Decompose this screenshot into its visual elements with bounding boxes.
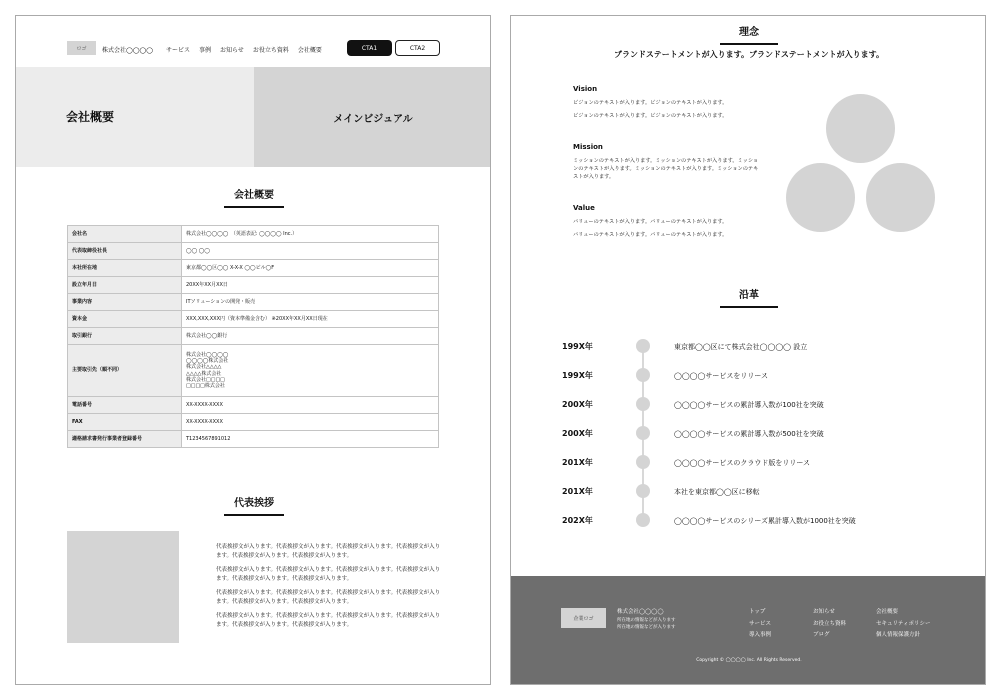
greeting-message bbox=[216, 543, 441, 635]
row-label: 事業内容 bbox=[68, 294, 182, 311]
timeline-dot bbox=[636, 513, 650, 527]
representative-photo bbox=[67, 531, 179, 643]
table-row bbox=[68, 397, 439, 414]
philosophy-circle-right bbox=[866, 163, 935, 232]
row-value bbox=[182, 345, 439, 397]
greeting-paragraph: 代表挨拶文が入ります。代表挨拶文が入ります。代表挨拶文が入ります。代表挨拶文が入ります。代表挨拶文が入ります。代表挨拶文が入ります。 bbox=[216, 590, 441, 605]
timeline-text: ◯◯◯◯サービスの累計導入数が500社を突破 bbox=[674, 430, 824, 438]
client-item: 株式会社△△△△ bbox=[186, 364, 222, 371]
table-row bbox=[68, 328, 439, 345]
philosophy-heading-text: 理念 bbox=[739, 27, 759, 38]
heading-underline bbox=[224, 206, 284, 208]
row-label: 主要取引先（順不同） bbox=[68, 345, 182, 397]
footer-link-news[interactable]: お知らせ bbox=[813, 609, 835, 615]
timeline-text: ◯◯◯◯サービスをリリース bbox=[674, 372, 768, 380]
footer-copyright: Copyright © ◯◯◯◯ Inc. All Rights Reserved. bbox=[696, 658, 802, 663]
footer-link-privacy[interactable]: 個人情報保護方針 bbox=[876, 632, 921, 639]
timeline-year: 202X年 bbox=[562, 516, 593, 525]
row-value: 東京都◯◯区◯◯ X-X-X ◯◯ビル◯F bbox=[182, 260, 439, 277]
vision-title: Vision bbox=[573, 85, 598, 93]
vision-text: ビジョンのテキストが入ります。ビジョンのテキストが入ります。 bbox=[573, 113, 728, 120]
table-row bbox=[68, 243, 439, 260]
heading-underline bbox=[224, 514, 284, 516]
footer-link-company[interactable]: 会社概要 bbox=[876, 609, 899, 615]
table-row bbox=[68, 345, 439, 397]
timeline-item bbox=[511, 368, 986, 382]
nav-resources[interactable]: お役立ち資料 bbox=[252, 47, 289, 54]
timeline-text: ◯◯◯◯サービスの累計導入数が100社を突破 bbox=[674, 401, 824, 409]
timeline-item bbox=[511, 339, 986, 353]
greeting-paragraph: 代表挨拶文が入ります。代表挨拶文が入ります。代表挨拶文が入ります。代表挨拶文が入ります。代表挨拶文が入ります。代表挨拶文が入ります。 bbox=[216, 613, 441, 628]
global-nav bbox=[166, 45, 322, 54]
brand-statement: ブランドステートメントが入ります。ブランドステートメントが入ります。 bbox=[613, 50, 885, 59]
history-heading-text: 沿革 bbox=[739, 290, 759, 301]
row-value: ◯◯ ◯◯ bbox=[182, 243, 439, 260]
footer-link-top[interactable]: トップ bbox=[749, 609, 766, 615]
client-item: 株式会社◯◯◯◯ bbox=[186, 351, 229, 358]
footer-address-line: 所在地の情報などが入ります bbox=[617, 618, 676, 623]
timeline-dot bbox=[636, 426, 650, 440]
timeline-text: 本社を東京都◯◯区に移転 bbox=[674, 488, 760, 496]
row-label: FAX bbox=[68, 414, 182, 431]
history-heading bbox=[709, 286, 789, 308]
value-block bbox=[573, 204, 763, 244]
timeline-year: 200X年 bbox=[562, 429, 593, 438]
client-item: △△△△株式会社 bbox=[186, 370, 222, 377]
company-info-table bbox=[67, 225, 439, 448]
footer-link-security[interactable]: セキュリティポリシー bbox=[876, 620, 931, 627]
timeline-year: 199X年 bbox=[562, 342, 593, 351]
table-row bbox=[68, 277, 439, 294]
timeline-item bbox=[511, 513, 986, 527]
footer-link-resources[interactable]: お役立ち資料 bbox=[813, 620, 847, 627]
overview-heading bbox=[194, 186, 314, 208]
philosophy-circle-left bbox=[786, 163, 855, 232]
timeline-text: ◯◯◯◯サービスのクラウド版をリリース bbox=[674, 459, 810, 467]
philosophy-circle-top bbox=[826, 94, 895, 163]
table-row bbox=[68, 431, 439, 448]
table-row bbox=[68, 414, 439, 431]
timeline-item bbox=[511, 484, 986, 498]
mission-block bbox=[573, 143, 763, 186]
footer-col-2 bbox=[813, 607, 846, 642]
row-label: 設立年月日 bbox=[68, 277, 182, 294]
nav-service[interactable]: サービス bbox=[166, 47, 191, 54]
value-title: Value bbox=[573, 204, 595, 212]
hero-title: 会社概要 bbox=[66, 110, 115, 124]
row-value: 20XX年XX月XX日 bbox=[182, 277, 439, 294]
timeline-year: 201X年 bbox=[562, 487, 593, 496]
heading-underline bbox=[720, 306, 778, 308]
table-row bbox=[68, 226, 439, 243]
timeline-dot bbox=[636, 339, 650, 353]
table-row bbox=[68, 311, 439, 328]
vision-text: ビジョンのテキストが入ります。ビジョンのテキストが入ります。 bbox=[573, 100, 728, 106]
hero-left bbox=[16, 67, 254, 167]
table-row bbox=[68, 294, 439, 311]
company-page-left bbox=[15, 15, 491, 685]
footer-company-name: 株式会社◯◯◯◯ bbox=[617, 609, 664, 615]
footer-link-cases[interactable]: 導入事例 bbox=[749, 632, 772, 639]
client-item: 株式会社□□□□ bbox=[186, 376, 225, 383]
vision-block bbox=[573, 85, 763, 125]
nav-news[interactable]: お知らせ bbox=[220, 47, 244, 54]
footer-logo[interactable]: 企業ロゴ bbox=[561, 608, 606, 628]
row-value: 株式会社◯◯◯◯ （英語表記: ◯◯◯◯ Inc.） bbox=[182, 226, 439, 243]
footer-col-3 bbox=[876, 607, 930, 642]
row-value: T1234567891012 bbox=[182, 431, 439, 448]
timeline-year: 200X年 bbox=[562, 400, 593, 409]
nav-company[interactable]: 会社概要 bbox=[297, 47, 322, 54]
row-label: 電話番号 bbox=[68, 397, 182, 414]
heading-underline bbox=[720, 43, 778, 45]
timeline-text: 東京都◯◯区にて株式会社◯◯◯◯ 設立 bbox=[674, 343, 808, 351]
mission-title: Mission bbox=[573, 143, 603, 151]
site-footer bbox=[511, 576, 986, 685]
main-visual: メインビジュアル bbox=[254, 67, 491, 167]
footer-link-service[interactable]: サービス bbox=[749, 620, 772, 627]
overview-heading-text: 会社概要 bbox=[234, 190, 274, 201]
row-label: 取引銀行 bbox=[68, 328, 182, 345]
row-value: ITソリューションの開発・販売 bbox=[182, 294, 439, 311]
mission-text: ミッションのテキストが入ります。ミッションのテキストが入ります。ミッションのテキストが入ります。ミッションのテキストが入ります。ミッションのテキストが入ります。 bbox=[573, 158, 759, 181]
timeline-dot bbox=[636, 455, 650, 469]
timeline-dot bbox=[636, 397, 650, 411]
row-value: XXX,XXX,XXX円（資本準備金含む） ※20XX年XX月XX日現在 bbox=[182, 311, 439, 328]
row-label: 資本金 bbox=[68, 311, 182, 328]
timeline-dot bbox=[636, 484, 650, 498]
footer-address bbox=[617, 618, 676, 632]
footer-col-1 bbox=[749, 607, 771, 642]
greeting-heading-text: 代表挨拶 bbox=[234, 498, 274, 509]
timeline-item bbox=[511, 397, 986, 411]
header-logo[interactable]: ロゴ bbox=[67, 41, 96, 55]
timeline-dot bbox=[636, 368, 650, 382]
nav-cases[interactable]: 事例 bbox=[199, 47, 212, 54]
cta1-button[interactable]: CTA1 bbox=[347, 40, 392, 56]
footer-link-blog[interactable]: ブログ bbox=[813, 632, 830, 639]
row-value: 株式会社◯◯銀行 bbox=[182, 328, 439, 345]
greeting-heading bbox=[194, 494, 314, 516]
row-value: XX-XXXX-XXXX bbox=[182, 414, 439, 431]
row-value: XX-XXXX-XXXX bbox=[182, 397, 439, 414]
timeline-year: 201X年 bbox=[562, 458, 593, 467]
row-label: 適格請求書発行事業者登録番号 bbox=[68, 431, 182, 448]
company-page-right bbox=[510, 15, 986, 685]
timeline-item bbox=[511, 455, 986, 469]
client-item: ◯◯◯◯株式会社 bbox=[186, 358, 229, 364]
value-text: バリューのテキストが入ります。バリューのテキストが入ります。 bbox=[573, 219, 728, 225]
value-text: バリューのテキストが入ります。バリューのテキストが入ります。 bbox=[573, 232, 728, 239]
greeting-paragraph: 代表挨拶文が入ります。代表挨拶文が入ります。代表挨拶文が入ります。代表挨拶文が入ります。代表挨拶文が入ります。代表挨拶文が入ります。 bbox=[216, 544, 441, 559]
row-label: 会社名 bbox=[68, 226, 182, 243]
client-item: □□□□株式会社 bbox=[186, 383, 225, 389]
table-row bbox=[68, 260, 439, 277]
row-label: 本社所在地 bbox=[68, 260, 182, 277]
timeline-year: 199X年 bbox=[562, 371, 593, 380]
cta2-button[interactable]: CTA2 bbox=[395, 40, 440, 56]
header-company-name: 株式会社◯◯◯◯ bbox=[102, 47, 153, 54]
row-label: 代表取締役社長 bbox=[68, 243, 182, 260]
timeline-text: ◯◯◯◯サービスのシリーズ累計導入数が1000社を突破 bbox=[674, 517, 856, 525]
footer-address-line: 所在地の情報などが入ります bbox=[617, 624, 676, 630]
timeline-item bbox=[511, 426, 986, 440]
greeting-paragraph: 代表挨拶文が入ります。代表挨拶文が入ります。代表挨拶文が入ります。代表挨拶文が入ります。代表挨拶文が入ります。代表挨拶文が入ります。 bbox=[216, 567, 441, 582]
philosophy-heading bbox=[709, 23, 789, 45]
